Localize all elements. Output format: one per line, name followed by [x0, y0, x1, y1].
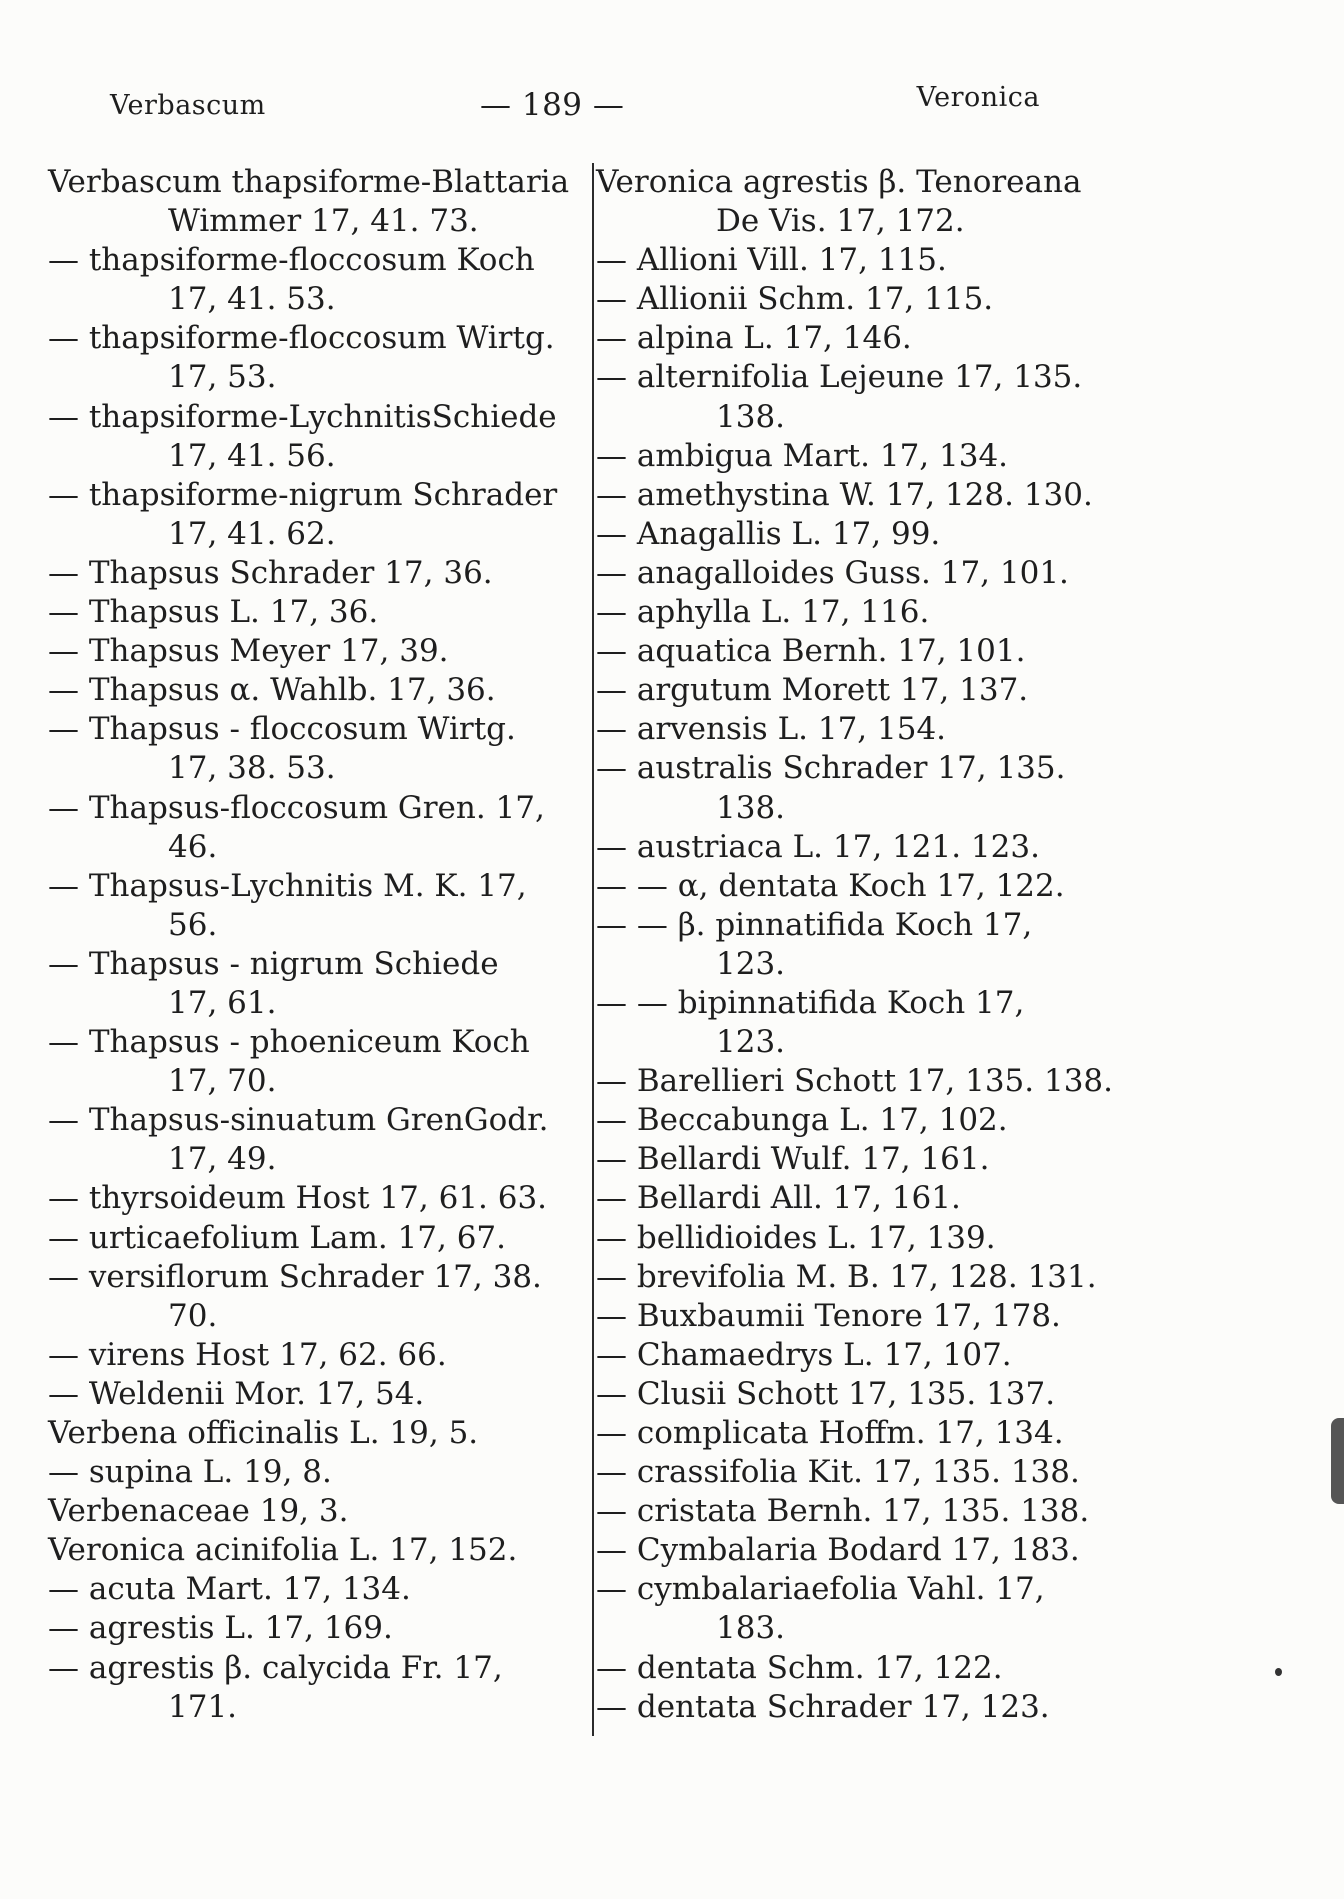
index-entry-line: — thapsiforme-floccosum Wirtg. [48, 320, 555, 357]
page-edge-mark [1331, 1418, 1344, 1504]
index-entry-continuation: 17, 61. [168, 984, 277, 1021]
column-divider [592, 163, 594, 1736]
index-entry [596, 437, 1136, 476]
index-entry [596, 280, 1136, 319]
index-entry [596, 1336, 1136, 1375]
index-entry-line: — Thapsus - floccosum Wirtg. [48, 711, 516, 748]
index-entry-line: — acuta Mart. 17, 134. [48, 1571, 411, 1608]
index-entry-continuation: 17, 38. 53. [168, 750, 336, 787]
index-entry-continuation: 123. [716, 945, 786, 982]
index-entry-line: — Buxbaumii Tenore 17, 178. [596, 1297, 1061, 1334]
index-entry [48, 1219, 588, 1258]
index-entry-line: — supina L. 19, 8. [48, 1454, 332, 1491]
index-entry [596, 163, 1136, 241]
index-entry-continuation: 17, 41. 56. [168, 437, 336, 474]
index-entry [48, 593, 588, 632]
index-entry-line: — agrestis β. calycida Fr. 17, [48, 1649, 503, 1686]
index-entry [48, 789, 588, 867]
index-entry-line: — — β. pinnatifida Koch 17, [596, 906, 1033, 943]
index-entry [596, 319, 1136, 358]
index-entry-line: — cymbalariaefolia Vahl. 17, [596, 1571, 1045, 1608]
index-entry-line: — Bellardi Wulf. 17, 161. [596, 1141, 990, 1178]
index-entry-line: — Allionii Schm. 17, 115. [596, 281, 994, 318]
index-entry-continuation: 17, 49. [168, 1141, 277, 1178]
index-entry [596, 358, 1136, 436]
index-entry-continuation: De Vis. 17, 172. [716, 203, 965, 240]
index-entry [596, 1140, 1136, 1179]
index-entry [596, 671, 1136, 710]
index-entry-line: — Thapsus Schrader 17, 36. [48, 554, 493, 591]
index-entry [48, 1414, 588, 1453]
index-entry [48, 398, 588, 476]
index-entry [48, 1101, 588, 1179]
index-entry-line: — Thapsus-floccosum Gren. 17, [48, 789, 545, 826]
index-entry-line: — Allioni Vill. 17, 115. [596, 242, 947, 279]
index-entry [596, 906, 1136, 984]
index-entry-line: — dentata Schm. 17, 122. [596, 1649, 1003, 1686]
index-entry-line: — thyrsoideum Host 17, 61. 63. [48, 1180, 548, 1217]
index-entry [596, 1219, 1136, 1258]
index-entry-continuation: 183. [716, 1610, 786, 1647]
index-entry [48, 867, 588, 945]
index-entry [48, 1023, 588, 1101]
index-entry-line: — crassifolia Kit. 17, 135. 138. [596, 1454, 1080, 1491]
index-entry-line: — thapsiforme-floccosum Koch [48, 242, 535, 279]
index-entry [48, 319, 588, 397]
index-entry [596, 1492, 1136, 1531]
index-entry-line: — alpina L. 17, 146. [596, 320, 912, 357]
index-entry [596, 984, 1136, 1062]
index-column-left [48, 163, 588, 1727]
index-entry-line: — Thapsus L. 17, 36. [48, 594, 379, 631]
index-entry-continuation: Wimmer 17, 41. 73. [168, 203, 479, 240]
index-entry [48, 1492, 588, 1531]
index-entry [596, 1375, 1136, 1414]
index-entry [596, 828, 1136, 867]
index-entry [596, 1258, 1136, 1297]
index-entry-line: — Weldenii Mor. 17, 54. [48, 1375, 425, 1412]
index-entry [596, 554, 1136, 593]
index-entry [596, 749, 1136, 827]
page-number: — 189 — [480, 87, 625, 123]
index-entry [596, 867, 1136, 906]
index-entry [596, 1414, 1136, 1453]
index-entry-line: — urticaefolium Lam. 17, 67. [48, 1219, 507, 1256]
index-entry-continuation: 46. [168, 828, 218, 865]
index-entry-line: — Cymbalaria Bodard 17, 183. [596, 1532, 1080, 1569]
index-entry-continuation: 17, 41. 62. [168, 515, 336, 552]
index-entry [48, 1179, 588, 1218]
index-entry-line: — amethystina W. 17, 128. 130. [596, 476, 1093, 513]
index-entry [48, 1336, 588, 1375]
index-entry [48, 1453, 588, 1492]
index-entry-continuation: 17, 70. [168, 1063, 277, 1100]
index-entry-line: — Thapsus α. Wahlb. 17, 36. [48, 672, 496, 709]
index-entry-continuation: 171. [168, 1688, 238, 1725]
index-entry [596, 515, 1136, 554]
index-entry-line: — cristata Bernh. 17, 135. 138. [596, 1493, 1090, 1530]
index-entry [596, 1179, 1136, 1218]
index-entry [48, 476, 588, 554]
index-entry [48, 1258, 588, 1336]
index-entry [48, 1609, 588, 1648]
index-entry-line: — versiflorum Schrader 17, 38. [48, 1258, 542, 1295]
index-entry-line: Verbenaceae 19, 3. [48, 1493, 349, 1530]
index-entry-line: Veronica acinifolia L. 17, 152. [48, 1532, 518, 1569]
index-entry-line: — agrestis L. 17, 169. [48, 1610, 393, 1647]
index-entry-line: — Thapsus-sinuatum GrenGodr. [48, 1102, 549, 1139]
index-entry [48, 945, 588, 1023]
index-entry [596, 241, 1136, 280]
index-entry-line: — bellidioides L. 17, 139. [596, 1219, 996, 1256]
index-entry [596, 1453, 1136, 1492]
index-entry-line: — brevifolia M. B. 17, 128. 131. [596, 1258, 1097, 1295]
index-entry-line: — thapsiforme-LychnitisSchiede [48, 398, 557, 435]
index-entry-line: — Barellieri Schott 17, 135. 138. [596, 1063, 1114, 1100]
index-entry [596, 1688, 1136, 1727]
index-entry [48, 671, 588, 710]
index-entry-continuation: 56. [168, 906, 218, 943]
index-entry-continuation: 123. [716, 1024, 786, 1061]
index-entry [596, 632, 1136, 671]
index-entry [596, 1297, 1136, 1336]
index-entry-line: — Beccabunga L. 17, 102. [596, 1102, 1008, 1139]
index-entry-line: — argutum Morett 17, 137. [596, 672, 1029, 709]
index-entry-line: — Thapsus-Lychnitis M. K. 17, [48, 867, 527, 904]
index-entry-line: — — bipinnatifida Koch 17, [596, 984, 1025, 1021]
index-entry [48, 554, 588, 593]
index-entry-line: — thapsiforme-nigrum Schrader [48, 476, 558, 513]
index-entry [596, 476, 1136, 515]
index-entry-line: — virens Host 17, 62. 66. [48, 1336, 447, 1373]
index-entry [596, 710, 1136, 749]
index-entry [596, 1062, 1136, 1101]
index-entry [48, 710, 588, 788]
index-entry-line: — Thapsus - nigrum Schiede [48, 945, 499, 982]
index-entry-line: — Anagallis L. 17, 99. [596, 515, 941, 552]
running-header [110, 82, 1040, 122]
index-entry [48, 1531, 588, 1570]
index-entry [48, 1649, 588, 1727]
index-entry-continuation: 138. [716, 789, 786, 826]
ink-dot [1275, 1668, 1282, 1676]
index-entry-line: — Bellardi All. 17, 161. [596, 1180, 961, 1217]
index-entry-line: — arvensis L. 17, 154. [596, 711, 947, 748]
index-entry-line: — australis Schrader 17, 135. [596, 750, 1066, 787]
header-left-keyword: Verbascum [110, 90, 266, 121]
index-entry-line: — Clusii Schott 17, 135. 137. [596, 1375, 1056, 1412]
index-entry-continuation: 17, 53. [168, 359, 277, 396]
index-entry-line: — Thapsus Meyer 17, 39. [48, 633, 449, 670]
index-entry [596, 1570, 1136, 1648]
index-entry [48, 1375, 588, 1414]
index-entry [596, 1649, 1136, 1688]
index-entry [48, 163, 588, 241]
index-entry-continuation: 17, 41. 53. [168, 281, 336, 318]
index-entry [48, 241, 588, 319]
index-entry-line: — — α, dentata Koch 17, 122. [596, 867, 1065, 904]
index-entry-line: — complicata Hoffm. 17, 134. [596, 1415, 1064, 1451]
header-right-keyword: Veronica [916, 82, 1040, 113]
index-entry-line: — austriaca L. 17, 121. 123. [596, 828, 1040, 865]
index-entry-line: — Chamaedrys L. 17, 107. [596, 1336, 1012, 1373]
index-entry-line: — alternifolia Lejeune 17, 135. [596, 359, 1083, 396]
index-column-right [596, 163, 1136, 1727]
index-entry [48, 1570, 588, 1609]
index-entry-line: Verbena officinalis L. 19, 5. [48, 1415, 479, 1451]
index-entry-line: — dentata Schrader 17, 123. [596, 1688, 1050, 1725]
index-entry-line: — aquatica Bernh. 17, 101. [596, 633, 1026, 670]
index-entry-line: — anagalloides Guss. 17, 101. [596, 554, 1069, 591]
index-entry [48, 632, 588, 671]
index-entry [596, 593, 1136, 632]
index-entry [596, 1531, 1136, 1570]
index-entry [596, 1101, 1136, 1140]
index-entry-continuation: 138. [716, 398, 786, 435]
index-entry-line: Veronica agrestis β. Tenoreana [596, 164, 1082, 200]
index-entry-line: — aphylla L. 17, 116. [596, 594, 930, 631]
index-entry-continuation: 70. [168, 1297, 218, 1334]
index-entry-line: — Thapsus - phoeniceum Koch [48, 1024, 530, 1061]
index-entry-line: — ambigua Mart. 17, 134. [596, 437, 1009, 474]
index-entry-line: Verbascum thapsiforme-Blattaria [48, 164, 570, 200]
